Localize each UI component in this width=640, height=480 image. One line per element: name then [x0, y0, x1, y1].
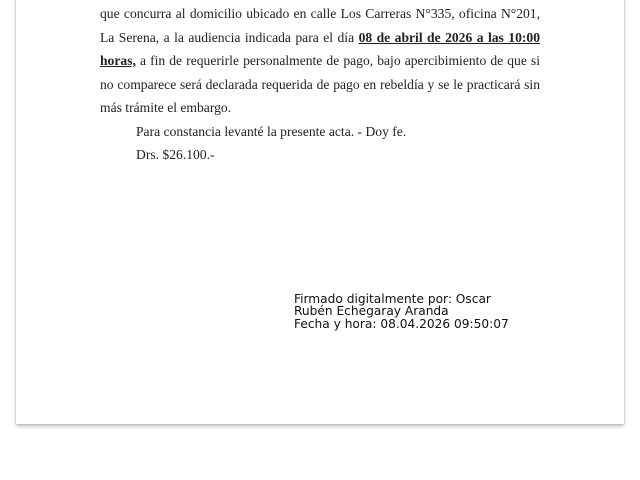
- signature-signer-line: Firmado digitalmente por: Oscar: [294, 292, 491, 306]
- paragraph-text-end: a fin de requerirle personalmente de pago, bajo apercibimiento de que si no comparece será declarada requerida de pago en rebeldía y se le practicará sin más trámite el embargo.: [100, 53, 540, 115]
- document-body: [100, 2, 540, 167]
- paragraph-text-start: que concurra al domicilio ubicado en calle Los Carreras N°335, oficina N°201, La Serena, a la audiencia indicada para el día: [100, 6, 540, 45]
- document-page: [16, 0, 624, 424]
- notification-paragraph: [100, 2, 540, 120]
- digital-signature-block: [294, 293, 509, 330]
- signature-datetime-line: Fecha y hora: 08.04.2026 09:50:07: [294, 316, 509, 331]
- attestation-line: Para constancia levanté la presente acta. - Doy fe.: [136, 123, 407, 139]
- hearing-date: 08 de abril de 2026 a las 10:00 horas,: [100, 29, 541, 68]
- signature-name-line: Rubén Echegaray Aranda: [294, 304, 449, 319]
- fees-line: Drs. $26.100.-: [136, 147, 215, 162]
